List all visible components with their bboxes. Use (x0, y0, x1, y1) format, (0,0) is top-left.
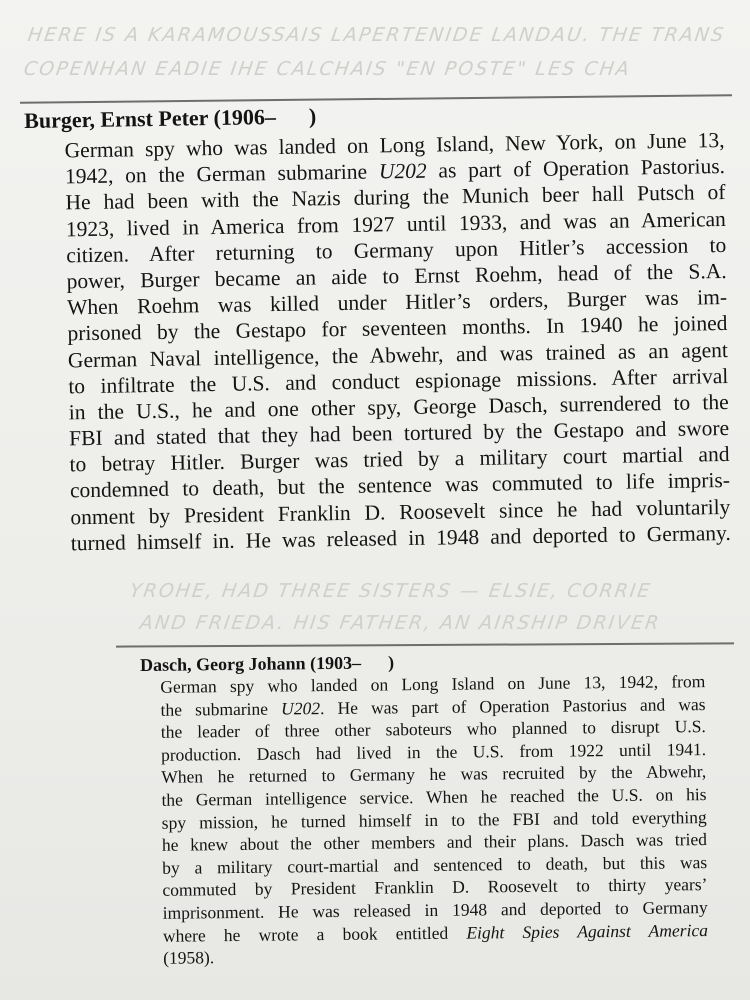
entry-dasch (140, 650, 713, 970)
bleed-through-handwriting: YROHE, HAD THREE SISTERS — ELSIE, CORRIE (128, 580, 654, 602)
entry-line: German spy who landed on Long Island on June 13, 1942, from (160, 671, 706, 697)
entry-line: the submarine U202. He was part of Operation Pastorius and was (160, 693, 706, 720)
entry-line: he knew about the other members and their plans. Dasch was tried (161, 829, 708, 855)
entry-body (160, 670, 708, 969)
entry-line: to infiltrate the U.S. and conduct espionage missions. After arrival (68, 363, 729, 399)
entry-body (64, 127, 730, 556)
entry-line: condemned to death, but the sentence was commuted to life impris- (69, 468, 731, 503)
entry-line: German Naval intelligence, the Abwehr, and was trained as an agent (67, 337, 729, 372)
entry-line: 1923, lived in America from 1927 until 1933, and was an American (65, 206, 726, 241)
entry-line: When Roehm was killed under Hitler’s orders, Burger was im- (66, 285, 728, 320)
entry-line: power, Burger became an aide to Ernst Roehm, head of the S.A. (66, 258, 727, 294)
entry-line: commuted by President Franklin D. Roosevelt to thirty years’ (162, 874, 708, 901)
entry-line: spy mission, he turned himself in to the FBI and told everything (161, 806, 707, 833)
entry-line: the leader of three other saboteurs who planned to disrupt U.S. (160, 716, 706, 742)
entry-burger (24, 99, 731, 557)
entry-line: FBI and stated that they had been tortured by the Gestapo and swore (68, 416, 730, 451)
entry-line: imprisonment. He was released in 1948 and deported to Germany (162, 897, 708, 923)
entry-line: When he returned to Germany he was recruited by the Abwehr, (161, 761, 707, 788)
entry-line: in the U.S., he and one other spy, George Dasch, surrendered to the (68, 389, 729, 425)
entry-heading: Burger, Ernst Peter (1906– ) (23, 103, 317, 133)
entry-line: German spy who was landed on Long Island, New York, on June 13, (64, 128, 725, 163)
entry-line: production. Dasch had lived in the U.S. from 1922 until 1941. (160, 738, 707, 765)
entry-line: prisoned by the Gestapo for seventeen months. In 1940 he joined (67, 311, 728, 346)
bleed-through-handwriting: HERE IS A KARAMOUSSAIS LAPERTENIDE LANDAU. THE TRANS (26, 24, 727, 46)
entry-heading: Dasch, Georg Johann (1903– ) (139, 652, 395, 675)
bleed-through-handwriting: COPENHAN EADIE IHE CALCHAIS "EN POSTE" LES CHA (22, 58, 633, 80)
entry-line: the German intelligence service. When he reached the U.S. on his (161, 784, 707, 810)
entry-line: to betray Hitler. Burger was tried by a military court martial and (69, 442, 730, 477)
entry-line: (1958). (163, 947, 215, 968)
bleed-through-handwriting: AND FRIEDA. HIS FATHER, AN AIRSHIP DRIVER (138, 612, 662, 634)
entry-line: 1942, on the German submarine U202 as part of Operation Pastorius. (64, 154, 726, 189)
entry-line: citizen. After returning to Germany upon Hitler’s accession to (66, 232, 727, 268)
entry-line: by a military court-martial and sentenced to death, but this was (162, 851, 708, 878)
entry-line: turned himself in. He was released in 1948 and deported to Germany. (70, 520, 731, 556)
entry-line: onment by President Franklin D. Roosevelt since he had voluntarily (70, 494, 731, 529)
entry-line: He had been with the Nazis during the Munich beer hall Putsch of (65, 180, 726, 215)
divider-rule-middle (116, 642, 734, 647)
entry-line: where he wrote a book entitled Eight Spies Against America (162, 919, 709, 946)
